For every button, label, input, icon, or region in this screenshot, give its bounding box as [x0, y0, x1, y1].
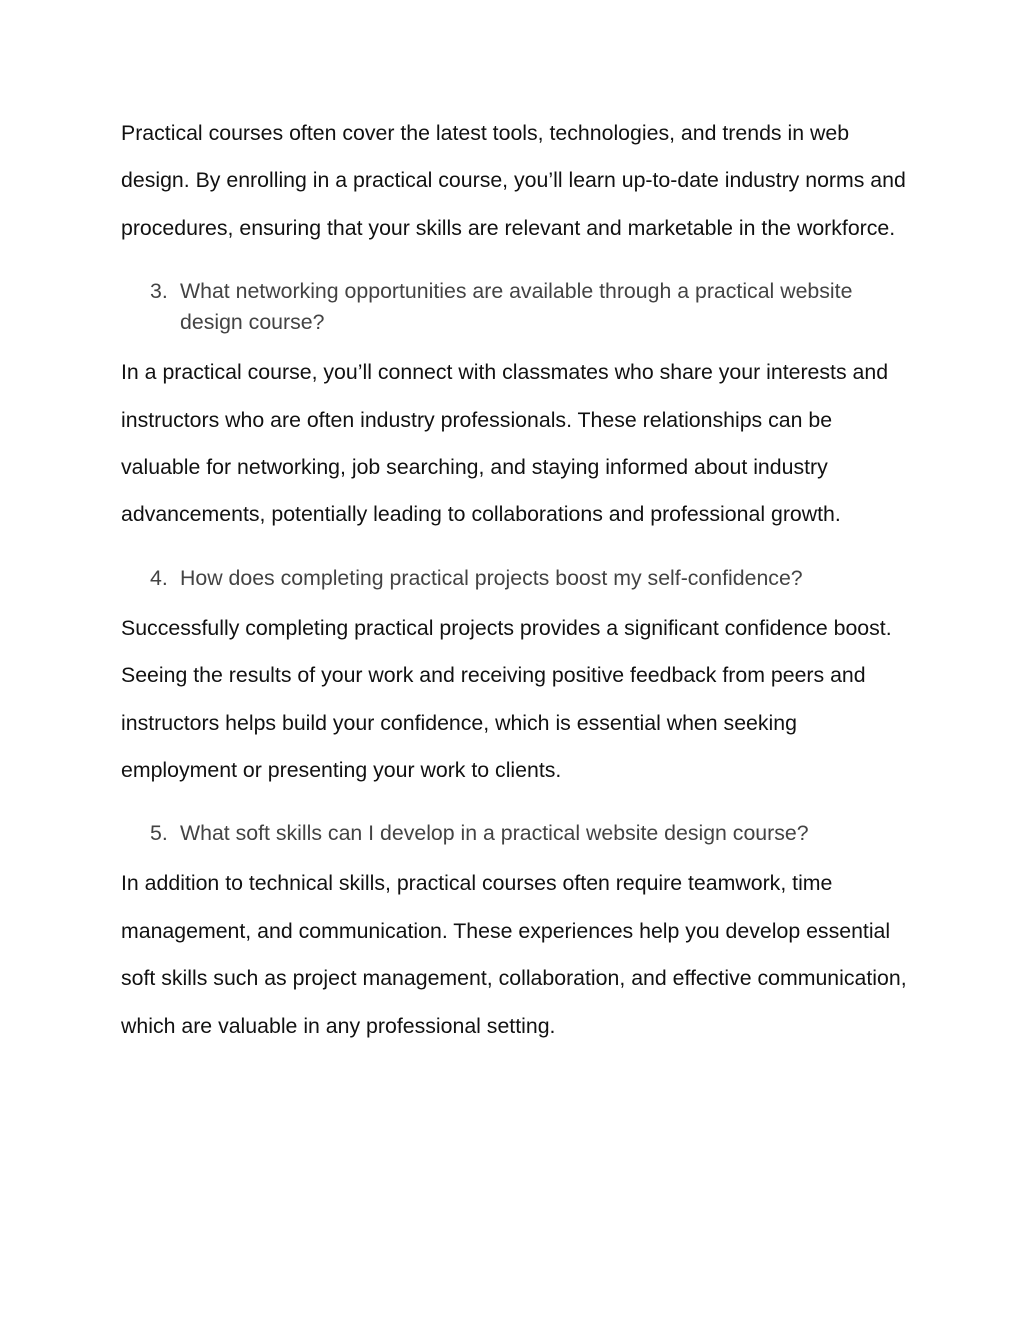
- faq-question-3: [121, 276, 911, 338]
- faq-question-4: [121, 563, 911, 594]
- faq-number: 3.: [150, 279, 168, 304]
- faq-number: 5.: [150, 821, 168, 846]
- faq-number: 4.: [150, 565, 168, 590]
- faq-answer-5: In addition to technical skills, practical courses often require teamwork, time management, and communication. These experiences help you develop essential soft skills such as project management, collaboration, and effective communication, which are valuable in any professional setting.: [121, 871, 907, 1038]
- faq-answer-4: Successfully completing practical projects provides a significant confidence boost. Seeing the results of your work and receiving positive feedback from peers and instructors helps build your confidence, which is essential when seeking employment or presenting your work to clients.: [121, 615, 892, 783]
- document-content: [121, 110, 911, 1050]
- intro-paragraph: Practical courses often cover the latest tools, technologies, and trends in web design. By enrolling in a practical course, you’ll learn up-to-date industry norms and procedures, ensuring that your skills are relevant and marketable in the workforce.: [121, 121, 906, 240]
- faq-question-text: What soft skills can I develop in a practical website design course?: [180, 821, 809, 846]
- faq-answer-3: In a practical course, you’ll connect with classmates who share your interests and instructors who are often industry professionals. These relationships can be valuable for networking, job searching, and staying informed about industry advancements, potentially leading to collaborations and professional growth.: [121, 360, 889, 527]
- faq-question-5: [121, 818, 911, 849]
- faq-question-text: How does completing practical projects boost my self-confidence?: [180, 565, 803, 590]
- faq-question-text: What networking opportunities are available through a practical website design course?: [180, 279, 853, 335]
